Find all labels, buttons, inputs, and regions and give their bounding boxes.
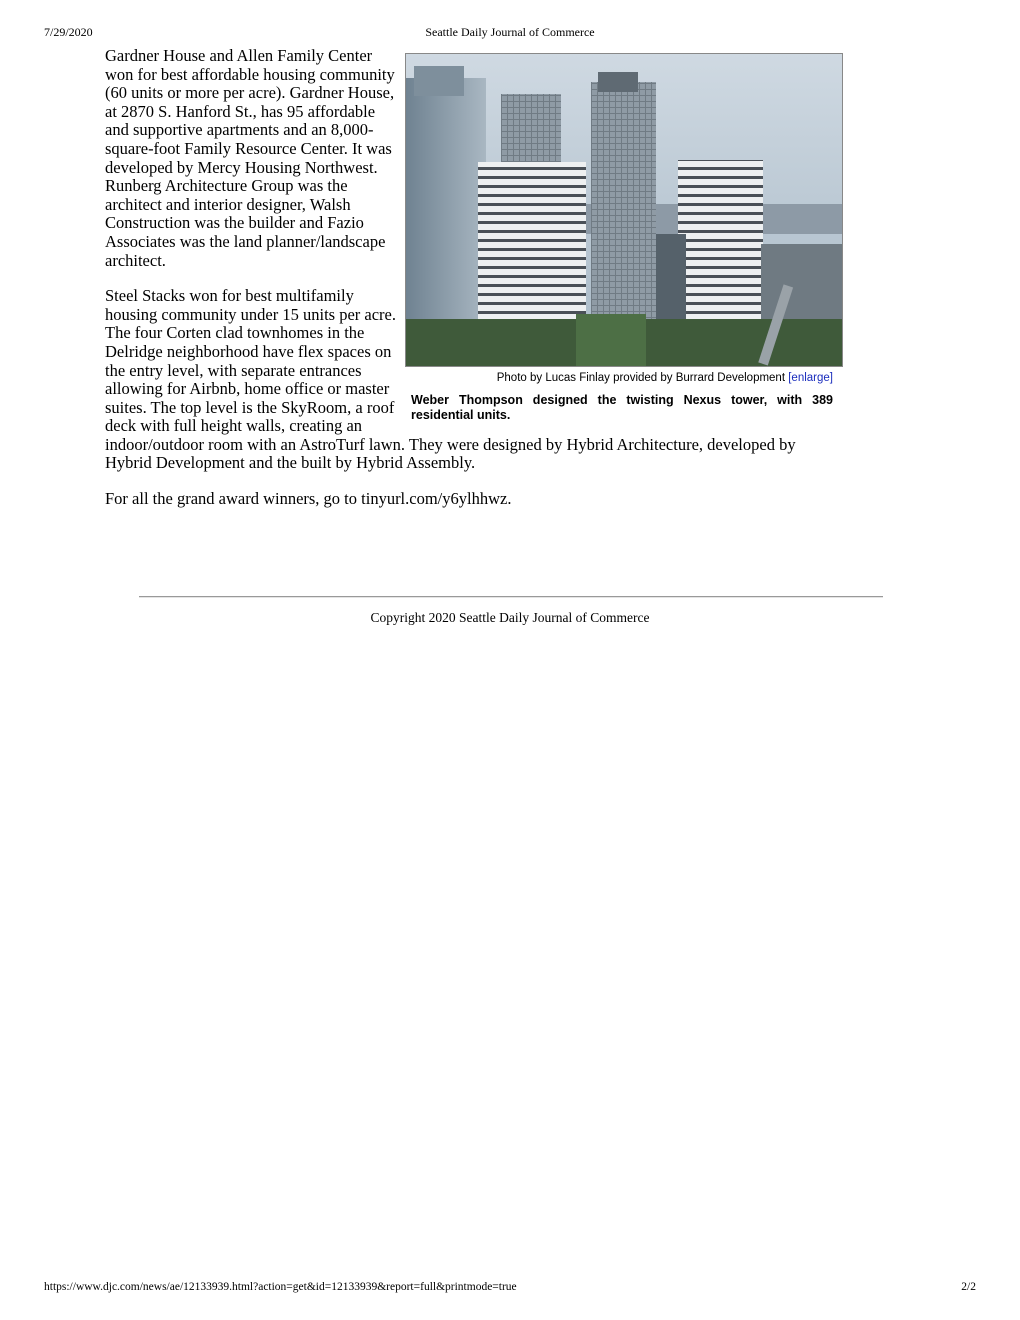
print-footer-url: https://www.djc.com/news/ae/12133939.html?action=get&id=12133939&report=full&printmode=true	[44, 1281, 517, 1293]
print-header-title: Seattle Daily Journal of Commerce	[425, 25, 595, 39]
print-header-date: 7/29/2020	[44, 25, 93, 39]
photo-credit-text: Photo by Lucas Finlay provided by Burrard Development	[496, 372, 786, 384]
photo-caption: Weber Thompson designed the twisting Nexus tower, with 389 residential units.	[411, 393, 833, 422]
paragraph-gardner-house: Gardner House and Allen Family Center won for best affordable housing community (60 units or more per acre). Gardner House, at 2870 S. Hanford St., has 95 affordable and supportive apartments and an 8,000-square-foot Family Resource Center. It was developed by Mercy Housing Northwest. Runberg Architecture Group was the architect and interior designer, Walsh Construction was the builder and Fazio Associates was the land planner/landscape architect.	[105, 46, 395, 270]
paragraph-award-winners: For all the grand award winners, go to tinyurl.com/y6ylhhwz.	[105, 489, 512, 509]
photo-credit	[405, 371, 845, 385]
footer-divider	[139, 596, 883, 598]
print-footer-page-number: 2/2	[961, 1281, 976, 1293]
article-body	[105, 47, 845, 526]
paragraph-steel-stacks: Steel Stacks won for best multifamily housing community under 15 units per acre. The four Corten clad townhomes in the Delridge neighborhood have flex spaces on the entry level, with separate entrances allowing for Airbnb, home office or master suites. The top level is the SkyRoom, a roof deck with full height walls, creating an indoor/outdoor room with an AstroTurf lawn. They were designed by Hybrid Architecture, developed by Hybrid Development and the built by Hybrid Assembly.	[105, 286, 796, 473]
copyright-notice: Copyright 2020 Seattle Daily Journal of Commerce	[370, 610, 650, 625]
photo-figure	[405, 53, 845, 423]
nexus-tower-photo[interactable]	[405, 53, 843, 367]
enlarge-link[interactable]: [enlarge]	[788, 372, 833, 384]
